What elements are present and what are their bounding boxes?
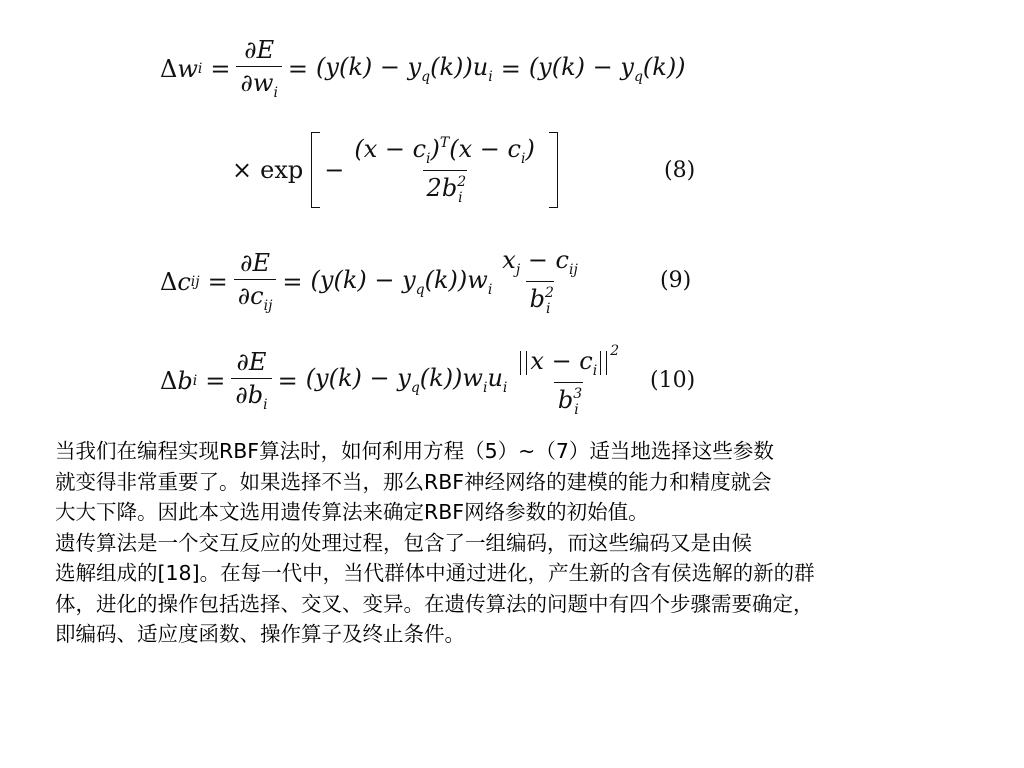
times-symbol: × (232, 156, 253, 184)
eq10-lhs-var: b (177, 366, 193, 395)
eq8-minus: − (324, 156, 345, 184)
eq8-exp-fraction (350, 136, 539, 205)
eq9-frac-denominator: $\partial c_{ij}$ (234, 279, 277, 313)
eq10-partial-fraction (231, 347, 271, 413)
equation-number-8: (8) (664, 158, 696, 183)
eq10-frac-denominator: $\partial b_i$ (231, 378, 271, 412)
eq9-equals-2: = (282, 268, 303, 296)
eq8-exp-numerator: $(x - c_i)^T(x - c_i)$ (354, 134, 535, 167)
eq8-mid-term: $(y(k) - y_q(k))u_i$ (316, 52, 493, 85)
eq8-equals-3: = (500, 55, 521, 83)
paragraph-line: 当我们在编程实现RBF算法时，如何利用方程（5）~（7）适当地选择这些参数 (55, 439, 774, 463)
eq9-partial-fraction (234, 251, 277, 313)
eq8-equals-1: = (210, 55, 231, 83)
eq10-equals-1: = (205, 366, 226, 395)
equation-8-line-2 (232, 132, 558, 208)
eq10-frac2-numerator: $x - c_i^2$ (513, 344, 623, 382)
eq8-exp-denominator: $2b^2_i$ (423, 170, 467, 205)
eq9-second-fraction (498, 248, 582, 316)
paragraph-line: 就变得非常重要了。如果选择不当，那么RBF神经网络的建模的能力和精度就会 (55, 469, 772, 494)
equation-10 (160, 344, 629, 417)
eq10-frac2-denominator: $b^3_i$ (554, 382, 583, 417)
eq8-rhs-term: $(y(k) - y_q(k))$ (528, 52, 686, 85)
norm-bar-left (520, 351, 527, 375)
eq9-frac-numerator: ∂E (240, 249, 271, 277)
paragraph-line: 选解组成的[18]。在每一代中，当代群体中通过进化，产生新的含有侯选解的新的群 (55, 561, 815, 585)
delta-symbol: Δ (160, 366, 178, 395)
eq8-den-text: ∂w (240, 69, 274, 97)
eq8-den-sub: i (273, 85, 278, 101)
left-bracket (311, 132, 320, 208)
eq8-equals-2: = (287, 55, 309, 83)
eq8-lhs-var: w (177, 55, 198, 83)
eq10-second-fraction (513, 344, 623, 417)
paragraph-line: 大大下降。因此本文选用遗传算法来确定RBF网络参数的初始值。 (55, 500, 649, 524)
eq9-lhs-var: c (177, 268, 191, 296)
norm-bar-right (600, 351, 607, 375)
eq10-mid-term: $(y(k) - y_q(k))w_iu_i$ (305, 364, 508, 396)
right-bracket (549, 132, 558, 208)
eq10-lhs-sub: i (192, 372, 198, 389)
exp-function: exp (260, 156, 304, 184)
delta-symbol: Δ (160, 55, 178, 83)
delta-symbol: Δ (160, 268, 178, 296)
paragraph-line: 体，进化的操作包括选择、交叉、变异。在遗传算法的问题中有四个步骤需要确定， (55, 591, 814, 616)
eq9-lhs-sub: ij (190, 274, 200, 290)
paragraph-line: 即编码、适应度函数、操作算子及终止条件。 (55, 622, 465, 646)
body-text (55, 436, 1005, 650)
equation-8-line-1 (160, 38, 686, 100)
eq8-partial-fraction (236, 38, 281, 100)
eq9-frac2-numerator: $x_j - c_{ij}$ (502, 246, 578, 278)
eq10-frac-numerator: ∂E (236, 347, 267, 376)
eq8-lhs-sub: i (197, 61, 203, 77)
equation-number-10: (10) (650, 368, 696, 393)
equation-number-9: (9) (660, 268, 692, 293)
eq9-frac2-denominator: $b^2_i$ (526, 281, 555, 316)
eq9-equals-1: = (207, 268, 228, 296)
eq9-mid-term: $(y(k) - y_q(k))w_i$ (310, 265, 493, 298)
eq8-frac-numerator: ∂E (244, 36, 275, 64)
equation-9 (160, 248, 588, 316)
paragraph-line: 遗传算法是一个交互反应的处理过程，包含了一组编码，而这些编码又是由候 (55, 530, 752, 555)
eq8-frac-denominator (236, 66, 281, 100)
eq10-equals-2: = (277, 366, 298, 395)
